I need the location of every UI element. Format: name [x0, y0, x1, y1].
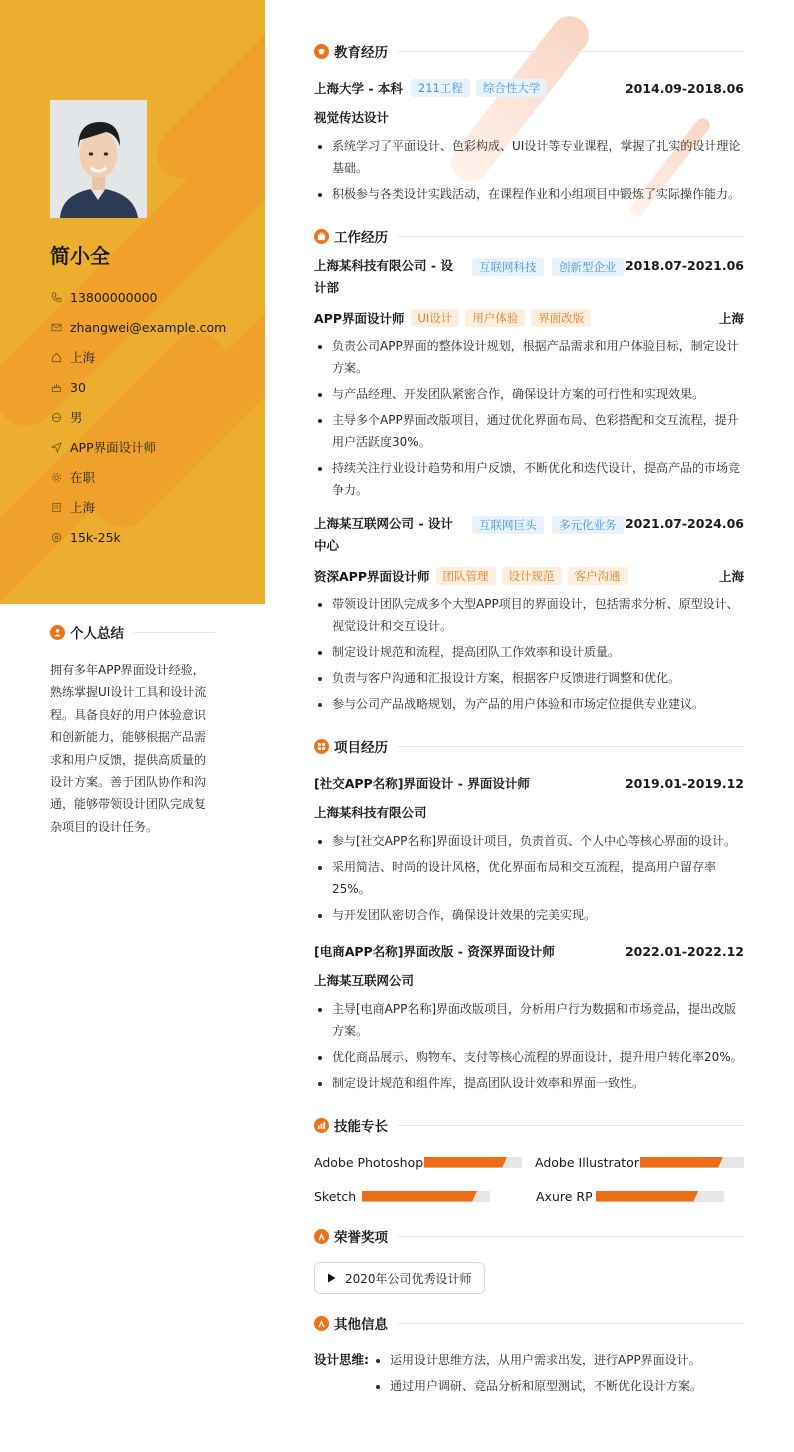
- skill-bar-fill: [640, 1157, 723, 1168]
- job-role: 资深APP界面设计师: [314, 569, 430, 584]
- list-item: • 负责公司APP界面的整体设计规划，根据产品需求和用户体验目标，制定设计方案。: [332, 335, 744, 379]
- skills-row: [314, 1185, 744, 1207]
- list-item: • 与开发团队密切合作，确保设计效果的完美实现。: [332, 904, 744, 926]
- company-tag: 互联网科技: [472, 258, 544, 276]
- other-bullets: [372, 1349, 702, 1401]
- company-tag: 创新型企业: [552, 258, 624, 276]
- list-item: • 参与公司产品战略规划，为产品的用户体验和市场定位提供专业建议。: [332, 693, 744, 715]
- briefcase-icon: [314, 229, 329, 244]
- list-item: • 参与[社交APP名称]界面设计项目，负责首页、个人中心等核心界面的设计。: [332, 830, 744, 852]
- contact-list: [50, 282, 226, 552]
- skill-name: Adobe Photoshop: [314, 1154, 424, 1170]
- role-tag: 客户沟通: [568, 567, 628, 585]
- contact-salary: 15k-25k: [50, 522, 226, 552]
- skill-name: Sketch: [314, 1188, 357, 1204]
- contact-age: 30: [50, 372, 226, 402]
- project-name: [电商APP名称]界面改版 - 资深界面设计师: [314, 944, 555, 959]
- school-tag: 综合性大学: [476, 79, 548, 97]
- skill-item: [535, 1151, 744, 1173]
- list-item: • 制定设计规范和组件库，提高团队设计效率和界面一致性。: [332, 1072, 744, 1094]
- main-content: [314, 40, 744, 1401]
- info-icon: [314, 1316, 329, 1331]
- work-header: 工作经历: [314, 225, 744, 247]
- project-company: 上海某科技有限公司: [314, 805, 427, 820]
- education-header: 教育经历: [314, 40, 744, 62]
- school-name: 上海大学 - 本科: [314, 81, 403, 96]
- skill-bar-track: [362, 1191, 490, 1202]
- other-label: 设计思维:: [314, 1352, 369, 1367]
- award-label: 2020年公司优秀设计师: [345, 1271, 472, 1286]
- summary-header: 个人总结: [50, 622, 215, 642]
- play-icon: [327, 1273, 336, 1283]
- contact-status: 在职: [50, 462, 226, 492]
- job-city: 上海: [718, 569, 744, 584]
- awards-list: [314, 1262, 744, 1294]
- list-item: • 通过用户调研、竞品分析和原型测试，不断优化设计方案。: [390, 1375, 702, 1397]
- role-tag: UI设计: [411, 309, 460, 327]
- contact-gender: 男: [50, 402, 226, 432]
- mail-icon: [50, 321, 62, 333]
- list-item: • 优化商品展示、购物车、支付等核心流程的界面设计，提升用户转化率20%。: [332, 1046, 744, 1068]
- education-bullets: [314, 135, 744, 205]
- contact-phone: 13800000000: [50, 282, 226, 312]
- role-tag: 用户体验: [465, 309, 525, 327]
- money-icon: [50, 531, 62, 543]
- skill-bar-fill: [362, 1191, 477, 1202]
- school-tag: 211工程: [411, 79, 470, 97]
- company-tag: 多元化业务: [552, 516, 624, 534]
- list-item: • 带领设计团队完成多个大型APP项目的界面设计，包括需求分析、原型设计、视觉设计和交互设计。: [332, 593, 744, 637]
- project-bullets: [314, 830, 744, 926]
- list-item: • 系统学习了平面设计、色彩构成、UI设计等专业课程，掌握了扎实的设计理论基础。: [332, 135, 744, 179]
- project-header: [314, 772, 744, 794]
- job-bullets: [314, 593, 744, 715]
- skill-bar-fill: [424, 1157, 507, 1168]
- avatar: [50, 100, 147, 218]
- job-city: 上海: [718, 311, 744, 326]
- education-major: 视觉传达设计: [314, 110, 390, 125]
- divider: [398, 236, 744, 237]
- summary-text: 拥有多年APP界面设计经验，熟练掌握UI设计工具和设计流程。具备良好的用户体验意识和创新能力，能够根据产品需求和用户反馈，提供高质量的设计方案。善于团队协作和沟通，能够带领设计团队完成复杂项目的设计任务。: [50, 663, 207, 834]
- skill-bar-track: [640, 1157, 744, 1168]
- sidebar: [0, 0, 265, 604]
- education-row: [314, 77, 744, 99]
- graduation-cap-icon: [314, 44, 329, 59]
- job-role: APP界面设计师: [314, 311, 405, 326]
- job-header: [314, 255, 744, 299]
- candidate-name: 简小全: [50, 244, 110, 268]
- divider: [398, 51, 744, 52]
- skill-bar-track: [596, 1191, 724, 1202]
- divider: [398, 746, 744, 747]
- job-role-row: [314, 307, 744, 329]
- skill-name: Axure RP: [536, 1188, 593, 1204]
- award-icon: [314, 1229, 329, 1244]
- skills-row: [314, 1151, 744, 1173]
- job-date: 2021.07-2024.06: [624, 516, 744, 531]
- project-header: [314, 940, 744, 962]
- projects-header: 项目经历: [314, 735, 744, 757]
- skill-bar-track: [424, 1157, 522, 1168]
- company-name: 上海某互联网公司 - 设计中心: [314, 516, 453, 553]
- home-icon: [50, 351, 62, 363]
- list-item: • 积极参与各类设计实践活动，在课程作业和小组项目中锻炼了实际操作能力。: [332, 183, 744, 205]
- job-role-row: [314, 565, 744, 587]
- project-date: 2019.01-2019.12: [624, 775, 744, 791]
- list-item: • 运用设计思维方法，从用户需求出发，进行APP界面设计。: [390, 1349, 702, 1371]
- divider: [134, 632, 215, 633]
- project-company: 上海某互联网公司: [314, 973, 415, 988]
- phone-icon: [50, 291, 62, 303]
- user-icon: [50, 625, 65, 640]
- job-bullets: [314, 335, 744, 501]
- list-item: • 采用简洁、时尚的设计风格，优化界面布局和交互流程，提高用户留存率25%。: [332, 856, 744, 900]
- gear-icon: [50, 471, 62, 483]
- contact-position: APP界面设计师: [50, 432, 226, 462]
- list-item: • 持续关注行业设计趋势和用户反馈，不断优化和迭代设计，提高产品的市场竞争力。: [332, 457, 744, 501]
- contact-location: 上海: [50, 342, 226, 372]
- skill-bar-fill: [596, 1191, 698, 1202]
- skill-item: [536, 1185, 724, 1207]
- skill-item: [314, 1185, 490, 1207]
- project-name: [社交APP名称]界面设计 - 界面设计师: [314, 776, 530, 791]
- role-tag: 团队管理: [436, 567, 496, 585]
- other-row: [314, 1349, 744, 1401]
- job-header: [314, 513, 744, 557]
- skills-header: 技能专长: [314, 1114, 744, 1136]
- role-tag: 设计规范: [502, 567, 562, 585]
- list-item: • 主导[电商APP名称]界面改版项目，分析用户行为数据和市场竞品，提出改版方案。: [332, 998, 744, 1042]
- bar-chart-icon: [314, 1118, 329, 1133]
- list-item: • 制定设计规范和流程，提高团队工作效率和设计质量。: [332, 641, 744, 663]
- awards-header: 荣誉奖项: [314, 1225, 744, 1247]
- role-tag: 界面改版: [531, 309, 591, 327]
- project-date: 2022.01-2022.12: [624, 943, 744, 959]
- list-item: • 与产品经理、开发团队紧密合作，确保设计方案的可行性和实现效果。: [332, 383, 744, 405]
- skill-name: Adobe Illustrator: [535, 1154, 639, 1170]
- job-date: 2018.07-2021.06: [624, 258, 744, 273]
- send-icon: [50, 441, 62, 453]
- project-bullets: [314, 998, 744, 1094]
- award-item[interactable]: [314, 1262, 485, 1294]
- company-name: 上海某科技有限公司 - 设计部: [314, 258, 453, 295]
- divider: [398, 1125, 744, 1126]
- list-item: • 主导多个APP界面改版项目，通过优化界面布局、色彩搭配和交互流程，提升用户活跃度30%。: [332, 409, 744, 453]
- education-date: 2014.09-2018.06: [624, 80, 744, 96]
- divider: [398, 1323, 744, 1324]
- divider: [398, 1236, 744, 1237]
- gender-icon: [50, 411, 62, 423]
- skill-item: [314, 1151, 522, 1173]
- list-item: • 负责与客户沟通和汇报设计方案，根据客户反馈进行调整和优化。: [332, 667, 744, 689]
- other-header: 其他信息: [314, 1312, 744, 1334]
- contact-target-city: 上海: [50, 492, 226, 522]
- building-icon: [50, 501, 62, 513]
- grid-icon: [314, 739, 329, 754]
- cake-icon: [50, 381, 62, 393]
- contact-email: zhangwei@example.com: [50, 312, 226, 342]
- company-tag: 互联网巨头: [472, 516, 544, 534]
